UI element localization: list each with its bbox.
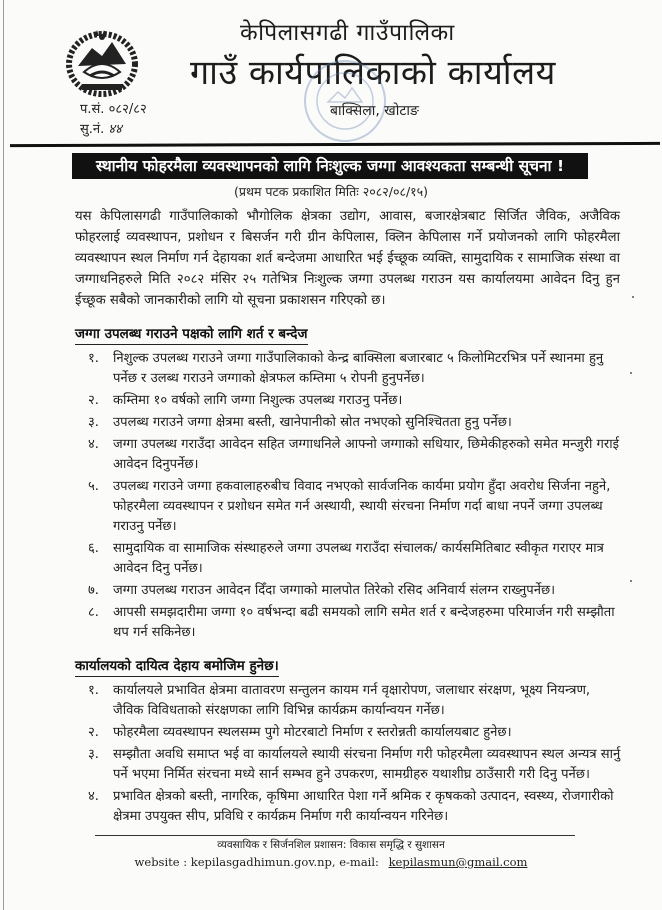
section-heading-conditions: जग्गा उपलब्ध गराउने पक्षको लागि शर्त र बन्देज [75, 325, 308, 345]
website-link[interactable]: kepilasgadhimun.gov.np, [190, 855, 336, 869]
item-text: जग्गा उपलब्ध गराउन आवेदन दिँदा जग्गाको मालपोत तिरेको रसिद अनिवार्य संलग्न राख्नुपर्नेछ। [113, 583, 556, 598]
list-item [88, 477, 623, 537]
published-date: (प्रथम पटक प्रकाशित मितिः २०८२/०८/१५) [233, 184, 429, 199]
section-heading-responsibilities: कार्यालयको दायित्व देहाय बमोजिम हुनेछ। [75, 657, 279, 677]
notice-body [0, 146, 662, 870]
item-number: २. [88, 393, 99, 408]
list-item [88, 603, 623, 643]
list-item [88, 581, 623, 601]
item-number: ७. [88, 583, 99, 598]
email-link[interactable]: kepilasmun@gmail.com [388, 855, 528, 869]
scan-speck [632, 296, 634, 298]
list-item [88, 745, 623, 785]
list-item [88, 435, 623, 475]
email-label: e-mail: [339, 855, 379, 869]
item-text: फोहरमैला व्यवस्थापन स्थलसम्म पुगे मोटरबाटो निर्माण र स्तरोन्नती कार्यालयबाट हुनेछ। [113, 725, 512, 740]
chalani-label: सु.नं. [80, 122, 105, 137]
item-number: ८. [88, 605, 99, 620]
item-text: कम्तिमा १० वर्षको लागि जग्गा निशुल्क उपलब्ध गराउनु पर्नेछ। [113, 393, 403, 408]
intro-paragraph: यस केपिलासगढी गाउँपालिकाको भौगोलिक क्षेत्रका उद्योग, आवास, बजारक्षेत्रबाट सिर्जित जैविक, अजैविक फोहरलाई व्यवस्थापन, प्रशोधन र बिसर्जन गरी ग्रीन केपिलास, क्लिन केपिलास गर्ने प्रयोजनको लागि फोहरमैला व्यवस्थापन स्थल निर्माण गर्न देहायका शर्त बन्देजमा आधारित भई ईच्छूक व्यक्ति, सामुदायिक र सामाजिक संस्था वा जग्गाधनिहरुले मिति २०८२ मंसिर २५ गतेभित्र निःशुल्क जग्गा उपलब्ध गराउन यस कार्यालयमा आवेदन दिनु हुन ईच्छूक सबैको जानकारीको लागि यो सूचना प्रकाशसन गरिएको छ। [75, 209, 620, 308]
list-item [88, 723, 623, 743]
notice-title: स्थानीय फोहरमैला व्यवस्थापनको लागि निःशुल्क जग्गा आवश्यकता सम्बन्धी सूचना ! [72, 153, 588, 179]
footer-divider [95, 835, 575, 836]
item-number: १. [88, 683, 99, 698]
conditions-section [0, 323, 662, 643]
item-number: ६. [88, 541, 99, 556]
nepal-emblem-icon [64, 26, 140, 98]
item-number: ४. [88, 437, 99, 452]
item-text: सामुदायिक वा सामाजिक संस्थाहरुले जग्गा उपलब्ध गराउँदा संचालक/ कार्यसमितिबाट स्वीकृत गराएर मात्र आवेदन दिनु पर्नेछ। [113, 541, 604, 576]
footer [0, 835, 662, 870]
chalani-number [80, 122, 122, 138]
office-address: बाक्सिला, खोटाङ [330, 103, 419, 119]
item-text: उपलब्ध गराउने जग्गा हकवालाहरुबीच विवाद नभएको सार्वजनिक कार्यमा प्रयोग हुँदा अवरोध सिर्जना नहुने, फोहरमैला व्यवस्थापन र प्रशोधन समेत गर्न अस्थायी, स्थायी संरचना निर्माण गर्दा बाधा नपर्ने जग्गा उपलब्ध गराउनु पर्नेछ। [113, 479, 611, 534]
list-item [88, 539, 623, 579]
item-number: ३. [88, 747, 99, 762]
item-number: ४. [88, 789, 99, 804]
footer-motto: व्यवसायिक र सिर्जनशिल प्रशासन: विकास समृद्धि र सुशासन [217, 839, 445, 851]
scan-speck [630, 372, 632, 374]
website-label: website : [134, 855, 188, 869]
list-item [88, 413, 623, 433]
footer-contact [0, 854, 662, 870]
item-text: सम्झौता अवधि समाप्त भई वा कार्यालयले स्थायी संरचना निर्माण गरी फोहरमैला व्यवस्थापन स्थल अन्यत्र सार्नु पर्ने भएमा निर्मित संरचना मध्ये सार्न सम्भव हुने उपकरण, सामग्रीहरु यथाशीघ्र ठाउँसारी गरी दिनु पर्नेछ। [113, 747, 621, 782]
municipality-name: केपिलासगढी गाउँपालिका [240, 20, 455, 46]
list-item [88, 391, 623, 411]
item-number: ५. [88, 479, 99, 494]
conditions-list [88, 349, 623, 643]
list-item [88, 681, 623, 721]
list-item [88, 349, 623, 389]
item-text: प्रभावित क्षेत्रको बस्ती, नागरिक, कृषिमा आधारित पेशा गर्ने श्रमिक र कृषकको उत्पादन, स्वस्थ्य, रोजगारीको क्षेत्रमा उपयुक्त सीप, प्रविधि र कार्यक्रम निर्माण गरी कार्यान्वयन गरिनेछ। [113, 789, 614, 824]
item-number: २. [88, 725, 99, 740]
office-name: गाउँ कार्यपालिकाको कार्यालय [190, 53, 556, 93]
item-text: निशुल्क उपलब्ध गराउने जग्गा गाउँपालिकाको केन्द्र बाक्सिला बजारबाट ५ किलोमिटरभित्र पर्ने स्थानमा हुनु पर्नेछ र उलब्ध गराउने जग्गाको क्षेत्रफल कम्तिमा ५ रोपनी हुनुपर्नेछ। [113, 351, 604, 386]
patra-sankhya: प.सं. ०८२/८२ [80, 102, 147, 117]
item-number: ३. [88, 415, 99, 430]
item-text: उपलब्ध गराउने जग्गा क्षेत्रमा बस्ती, खानेपानीको स्रोत नभएको सुनिश्चितता हुनु पर्नेछ। [113, 415, 512, 430]
item-text: कार्यालयले प्रभावित क्षेत्रमा वातावरण सन्तुलन कायम गर्न वृक्षारोपण, जलाधार संरक्षण, भूक्ष्य नियन्त्रण, जैविक विविधताको संरक्षणका लागि विभिन्न कार्यक्रम कार्यान्वयन गर्नेछ। [113, 683, 591, 718]
letterhead [0, 0, 662, 146]
item-number: १. [88, 351, 99, 366]
list-item [88, 787, 623, 827]
responsibilities-section [0, 655, 662, 827]
item-text: जग्गा उपलब्ध गराउँदा आवेदन सहित जग्गाधनिले आफ्नो जग्गाको सधियार, छिमेकीहरुको समेत मन्जुरी गराई आवेदन दिनुपर्नेछ। [113, 437, 620, 472]
item-text: आपसी समझदारीमा जग्गा १० वर्षभन्दा बढी समयको लागि समेत शर्त र बन्देजहरुमा परिमार्जन गरी सम्झौता थप गर्न सकिनेछ। [113, 605, 615, 640]
chalani-value: ४४ [108, 122, 122, 137]
scan-speck [630, 580, 632, 582]
responsibilities-list [88, 681, 623, 827]
